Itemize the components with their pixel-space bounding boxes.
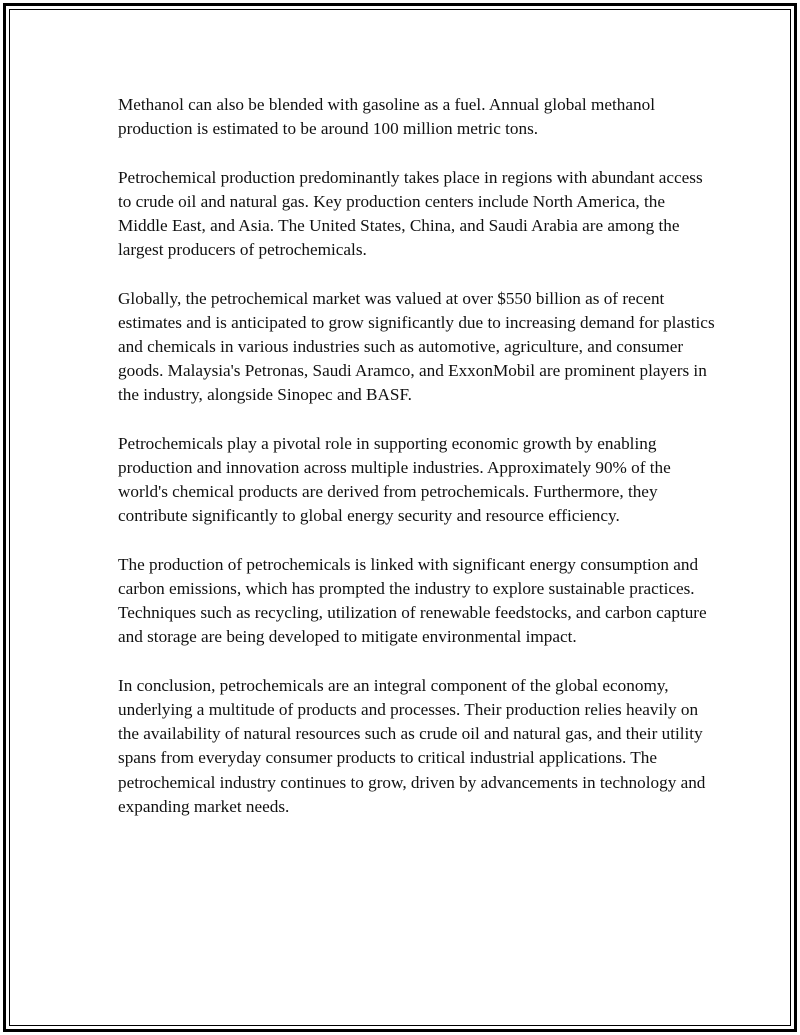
paragraph-methanol: Methanol can also be blended with gasoline as a fuel. Annual global methanol production is estimated to be around 100 million metric tons. <box>118 95 655 139</box>
paragraph-economic-role: Petrochemicals play a pivotal role in supporting economic growth by enabling production and innovation across multiple industries. Approximately 90% of the world's chemical products are derived from petrochemicals. Furthermore, they contribute significantly to global energy security and resource efficiency. <box>118 433 671 526</box>
paragraph-global-market: Globally, the petrochemical market was valued at over $550 billion as of recent estimates and is anticipated to grow significantly due to increasing demand for plastics and chemicals in various industries such as automotive, agriculture, and consumer goods. Malaysia's Petronas, Saudi Aramco, and ExxonMobil are prominent players in the industry, alongside Sinopec and BASF. <box>118 288 715 405</box>
paragraph-conclusion: In conclusion, petrochemicals are an integral component of the global economy, underlying a multitude of products and processes. Their production relies heavily on the availability of natural resources such as crude oil and natural gas, and their utility spans from everyday consumer products to critical industrial applications. The petrochemical industry continues to grow, driven by advancements in technology and expanding market needs. <box>118 675 706 816</box>
document-body <box>118 93 718 843</box>
paragraph-sustainability: The production of petrochemicals is linked with significant energy consumption and carbon emissions, which has prompted the industry to explore sustainable practices. Techniques such as recycling, utilization of renewable feedstocks, and carbon capture and storage are being developed to mitigate environmental impact. <box>118 554 707 647</box>
paragraph-production-regions: Petrochemical production predominantly takes place in regions with abundant access to crude oil and natural gas. Key production centers include North America, the Middle East, and Asia. The United States, China, and Saudi Arabia are among the largest producers of petrochemicals. <box>118 167 703 260</box>
